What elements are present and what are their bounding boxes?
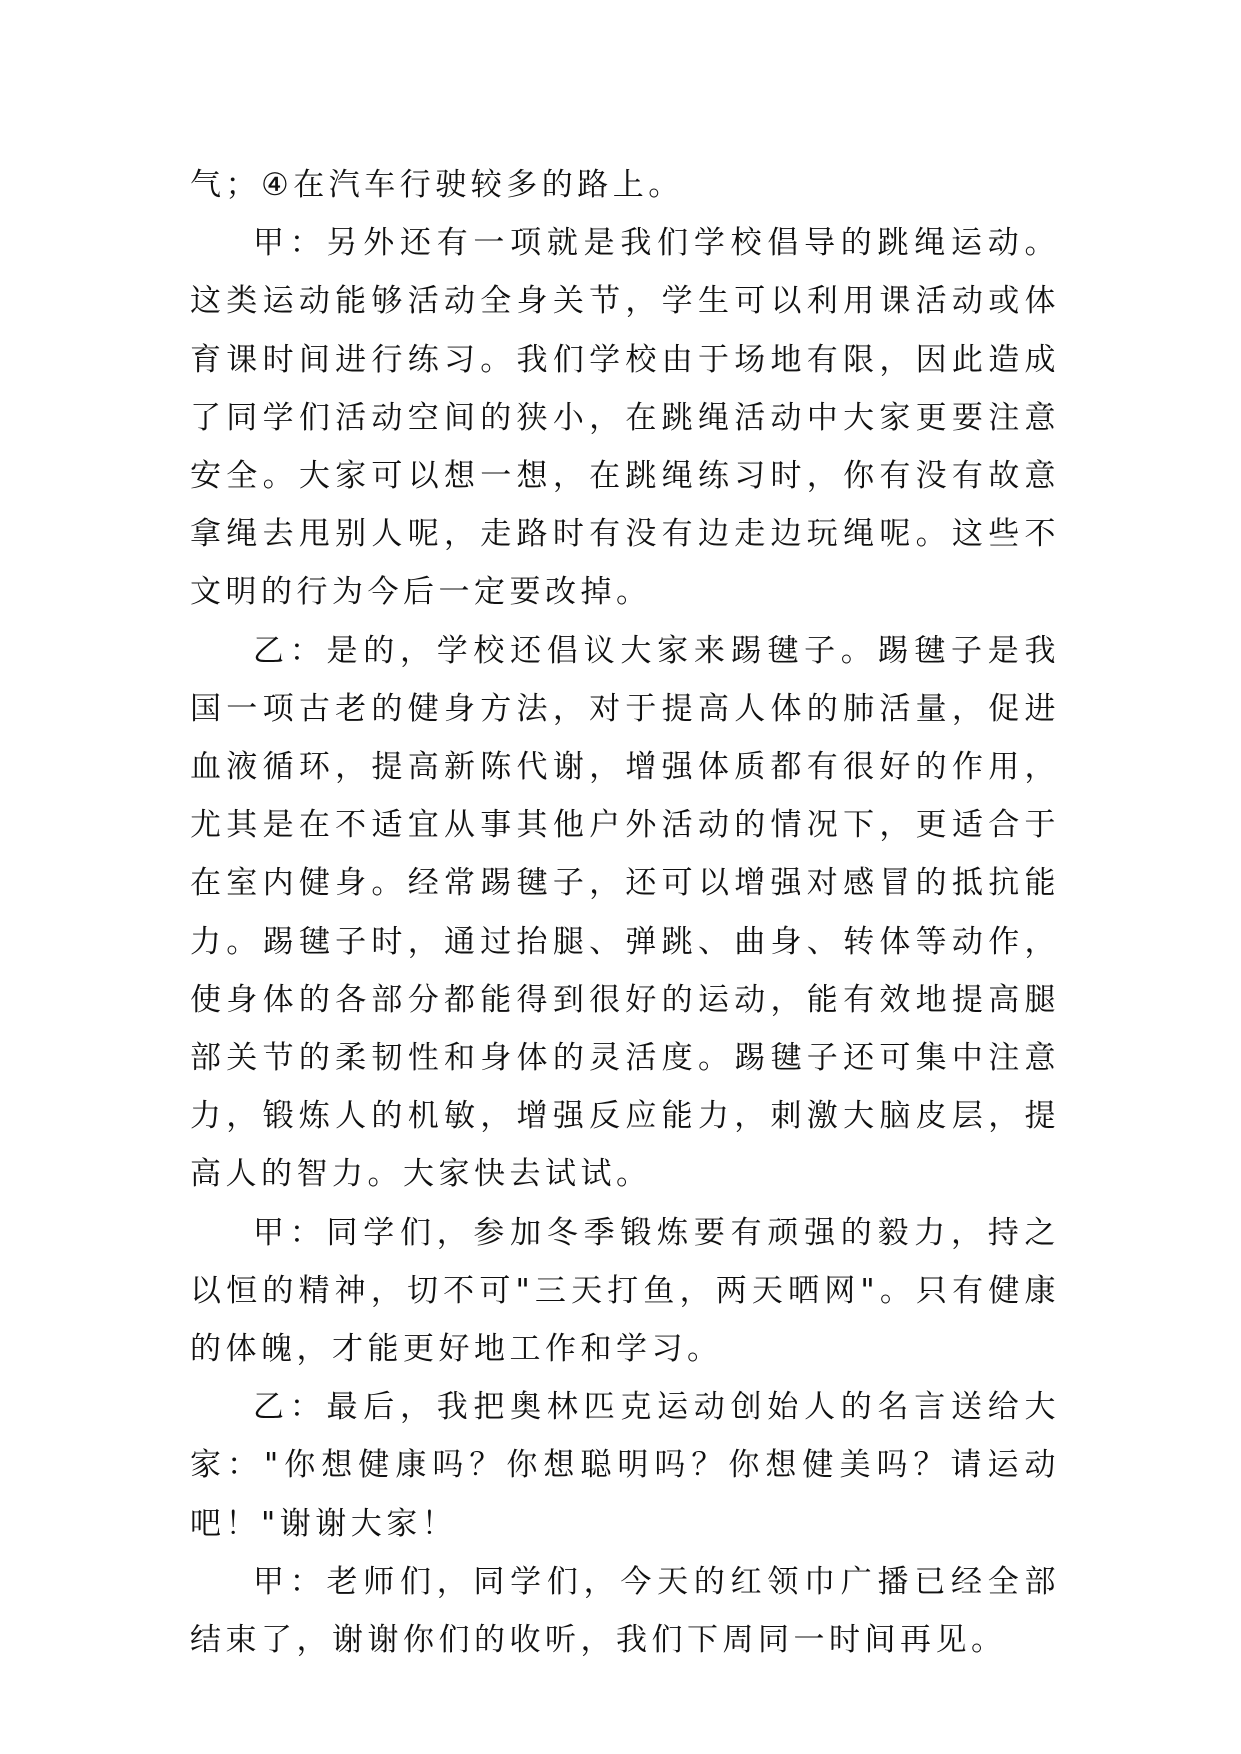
document-body [190,156,1060,1669]
paragraph-1: 气；④在汽车行驶较多的路上。 [190,167,684,203]
paragraph-4: 甲：同学们，参加冬季锻炼要有顽强的毅力，持之以恒的精神，切不可"三天打鱼，两天晒网"。只有健康的体魄，才能更好地工作和学习。 [190,1214,1060,1368]
paragraph-6: 甲：老师们，同学们，今天的红领巾广播已经全部结束了，谢谢你们的收听，我们下周同一时间再见。 [190,1563,1060,1659]
paragraph-3: 乙：是的，学校还倡议大家来踢毽子。踢毽子是我国一项古老的健身方法，对于提高人体的肺活量，促进血液循环，提高新陈代谢，增强体质都有很好的作用，尤其是在不适宜从事其他户外活动的情况下，更适合于在室内健身。经常踢毽子，还可以增强对感冒的抵抗能力。踢毽子时，通过抬腿、弹跳、曲身、转体等动作，使身体的各部分都能得到很好的运动，能有效地提高腿部关节的柔韧性和身体的灵活度。踢毽子还可集中注意力，锻炼人的机敏，增强反应能力，刺激大脑皮层，提高人的智力。大家快去试试。 [190,632,1060,1193]
paragraph-2: 甲：另外还有一项就是我们学校倡导的跳绳运动。这类运动能够活动全身关节，学生可以利用课活动或体育课时间进行练习。我们学校由于场地有限，因此造成了同学们活动空间的狭小，在跳绳活动中大家更要注意安全。大家可以想一想，在跳绳练习时，你有没有故意拿绳去甩别人呢，走路时有没有边走边玩绳呢。这些不文明的行为今后一定要改掉。 [190,225,1060,611]
paragraph-5: 乙：最后，我把奥林匹克运动创始人的名言送给大家："你想健康吗？你想聪明吗？你想健美吗？请运动吧！"谢谢大家！ [190,1389,1060,1542]
